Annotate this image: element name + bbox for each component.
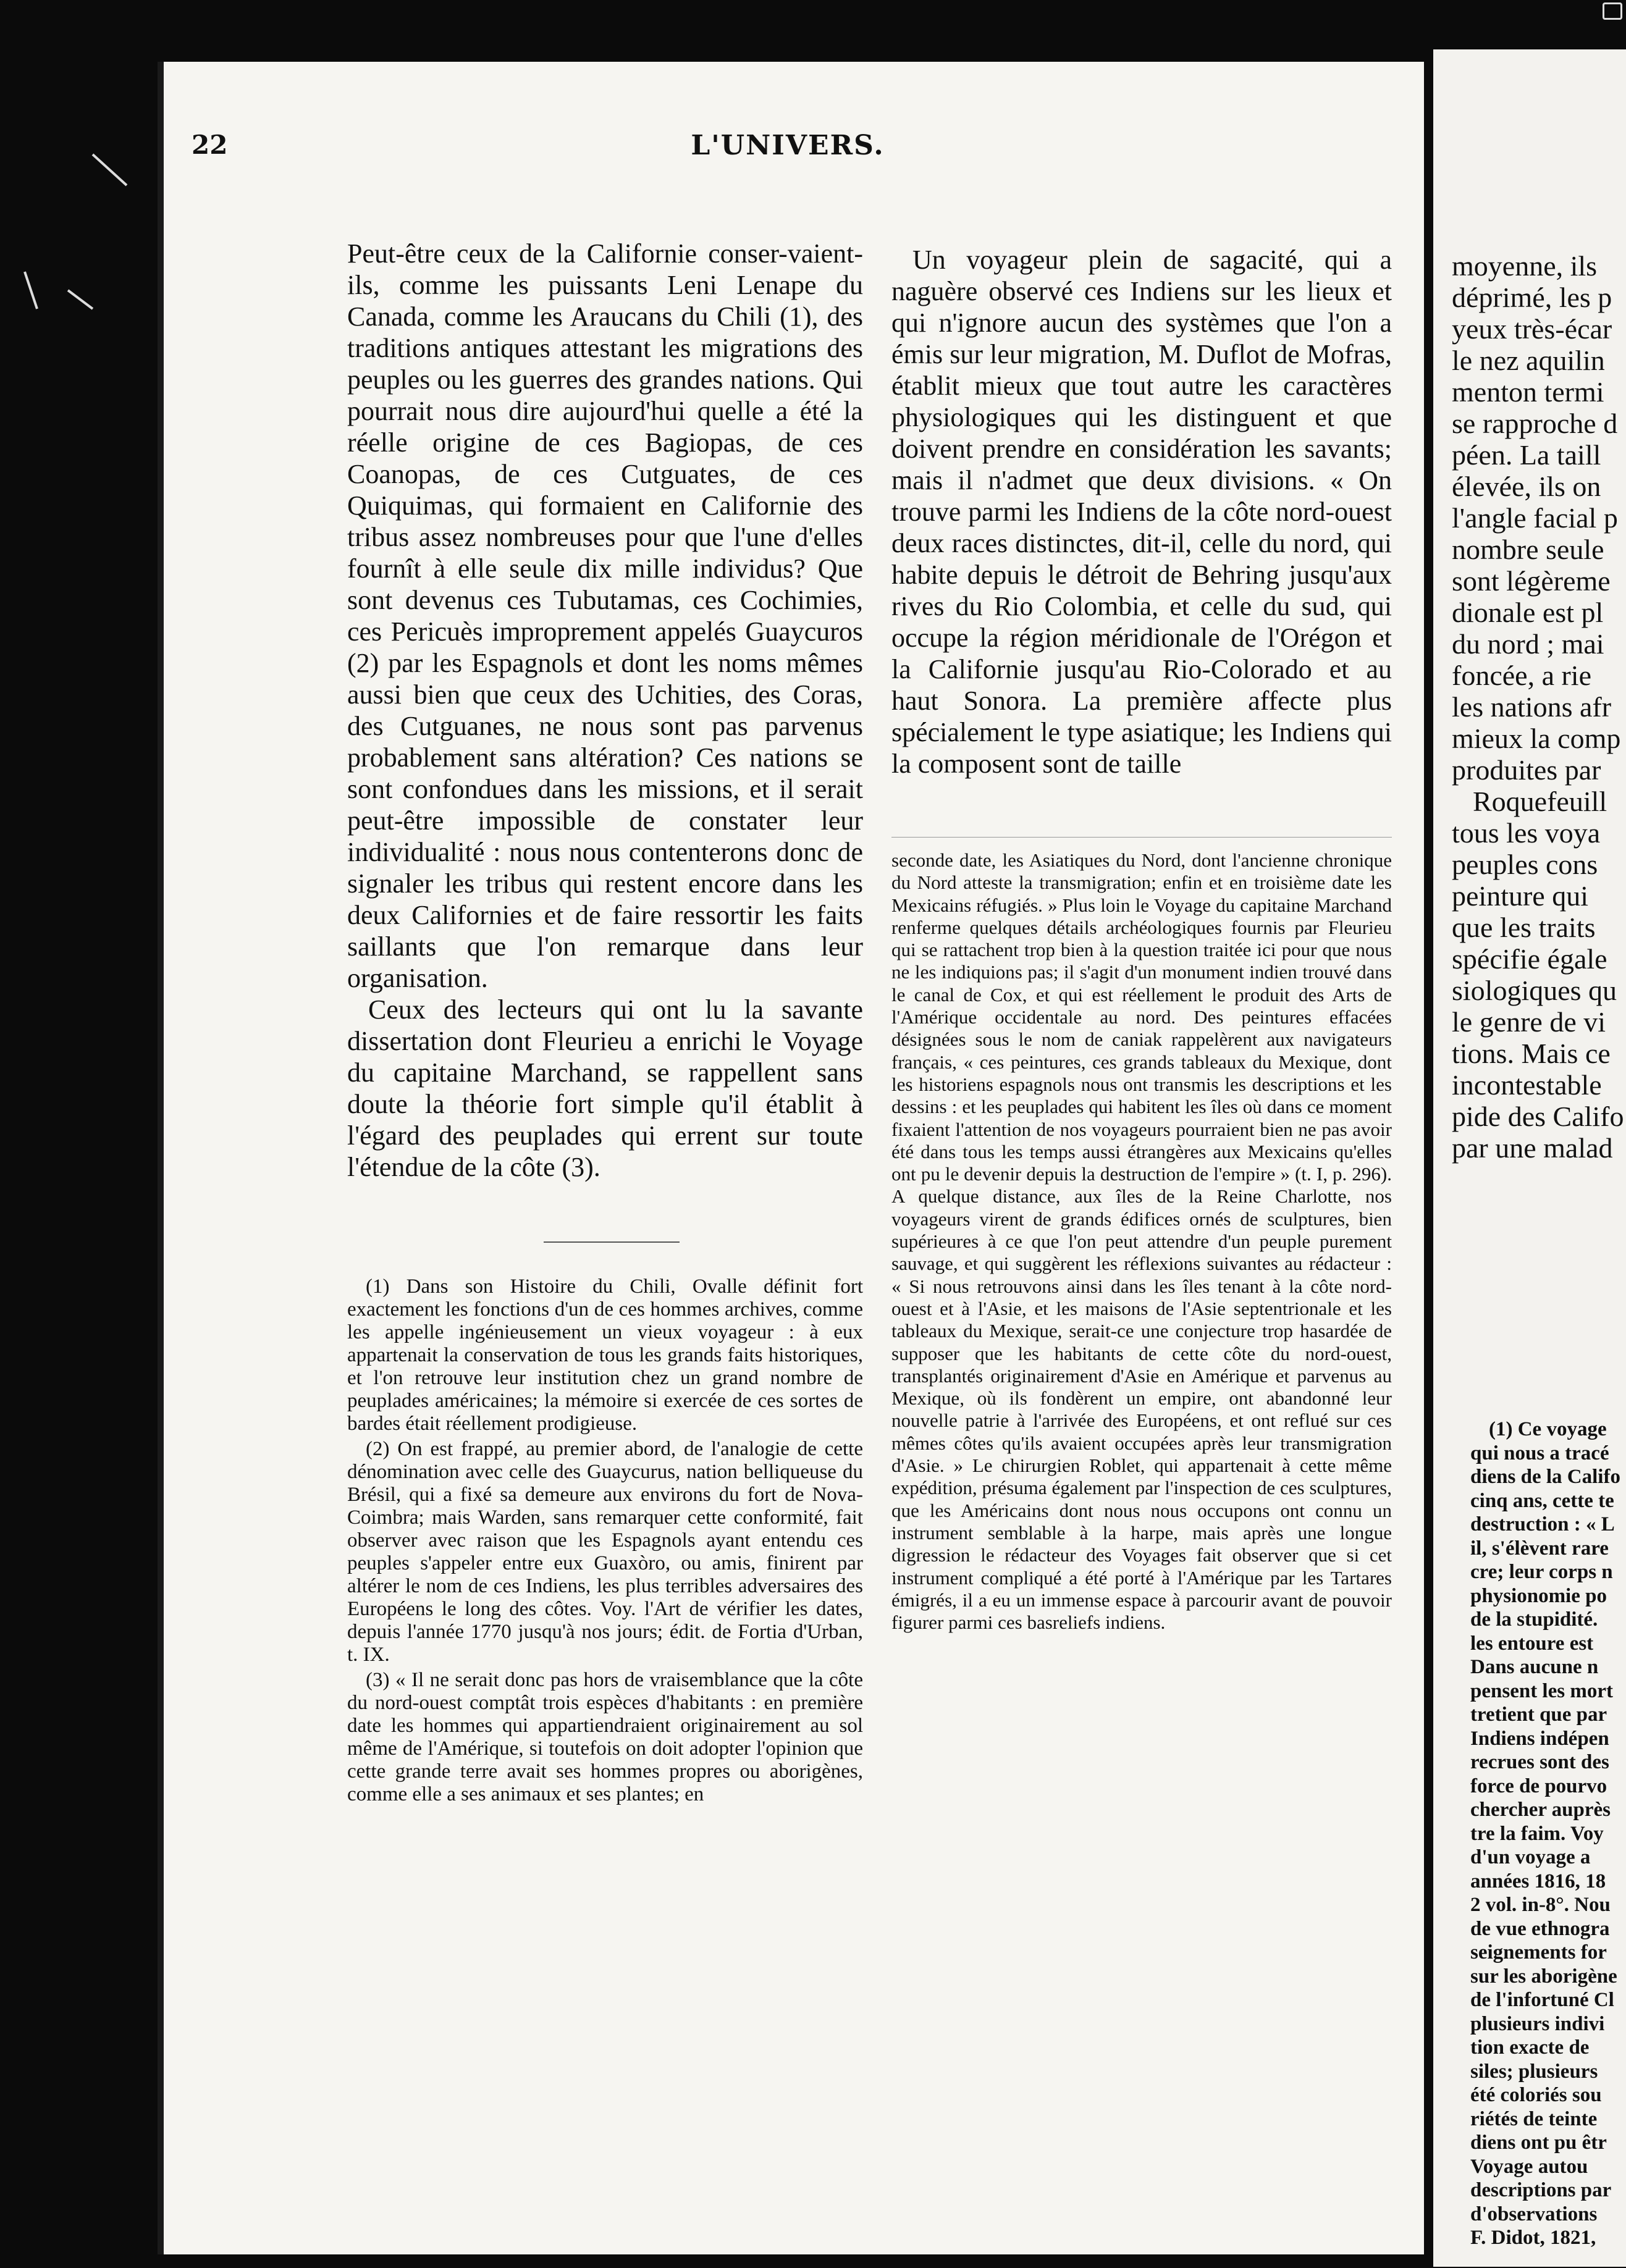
- text-line: destruction : « L: [1470, 1513, 1615, 1535]
- text-line: péen. La taill: [1452, 439, 1601, 471]
- text-line: spécifie égale: [1452, 943, 1607, 975]
- text-line: plusieurs indivi: [1470, 2012, 1605, 2035]
- text-line: tretient que par: [1470, 1703, 1607, 1726]
- page-header: [192, 130, 1384, 179]
- text-line: diens de la Califo: [1470, 1466, 1620, 1488]
- text-line: siologiques qu: [1452, 975, 1617, 1006]
- text-line: il, s'élèvent rare: [1470, 1537, 1609, 1560]
- text-line: peinture qui: [1452, 880, 1588, 912]
- paragraph: Peut-être ceux de la Californie conser-vaient-ils, comme les puissants Leni Lenape du Canada, comme les Araucans du Chili (1), des traditions antiques attestant les migrations des peuples ou les guerres des grandes nations. Qui pourrait nous dire aujourd'hui quelle a été la réelle origine de ces Bagiopas, de ces Coanopas, de ces Cutguates, de ces Quiquimas, qui formaient en Californie des tribus assez nombreuses pour que l'une d'elles fournît à elle seule dix mille individus? Que sont devenus ces Tubutamas, ces Cochimies, ces Pericuès improprement appelés Guaycuros (2) par les Espagnols et dont les noms mêmes aussi bien que ceux des Uchities, des Coras, des Cutguanes, ne nous sont pas parvenus probablement sans altération? Ces nations se sont confondues dans les missions, et il serait peut-être impossible de constater leur individualité : nous nous contenterons donc de signaler les tribus qui restent encore dans les deux Californies et de faire ressortir les faits saillants que l'on remarque dans leur organisation.: [347, 238, 863, 993]
- footnote: (1) Dans son Histoire du Chili, Ovalle définit fort exactement les fonctions d'un de ces hommes archives, comme les appelle ingénieusement un vieux voyageur : à eux appartenait la conservation de tous les grands faits historiques, et l'on retrouve leur institution chez un grand nombre de peuplades américaines; la mémoire si exercée de ces sortes de bardes était réellement prodigieuse.: [347, 1275, 863, 1435]
- paragraph: Ceux des lecteurs qui ont lu la savante dissertation dont Fleurieu a enrichi le Voyage du capitaine Marchand, se rappellent sans doute la théorie fort simple qu'il établit à l'égard des peuplades qui errent sur toute l'étendue de la côte (3).: [347, 994, 863, 1182]
- page-number: 22: [192, 130, 228, 160]
- text-line: sur les aborigène: [1470, 1965, 1617, 1988]
- text-line: élevée, ils on: [1452, 471, 1601, 502]
- text-line: de vue ethnogra: [1470, 1917, 1610, 1940]
- text-line: pensent les mort: [1470, 1679, 1613, 1702]
- text-line: qui nous a tracé: [1470, 1442, 1609, 1464]
- text-line: par une malad: [1452, 1132, 1613, 1164]
- text-line: été coloriés sou: [1470, 2084, 1602, 2106]
- right-footnotes: [891, 849, 1392, 1949]
- text-line: recrues sont des: [1470, 1751, 1609, 1773]
- text-line: cinq ans, cette te: [1470, 1489, 1614, 1512]
- text-line: pide des Califo: [1452, 1101, 1624, 1132]
- text-line: chercher auprès: [1470, 1799, 1611, 1821]
- text-line: diens ont pu êtr: [1470, 2132, 1607, 2154]
- text-line: du nord ; mai: [1452, 628, 1604, 660]
- text-line: force de pourvo: [1470, 1774, 1607, 1797]
- text-line: produites par: [1452, 754, 1601, 786]
- text-line: yeux très-écar: [1452, 313, 1612, 345]
- text-line: F. Didot, 1821,: [1470, 2227, 1596, 2249]
- text-line: de la stupidité.: [1470, 1608, 1598, 1631]
- footnote-rule: [544, 1241, 680, 1243]
- text-line: les entoure est: [1470, 1632, 1594, 1655]
- text-line: années 1816, 18: [1470, 1870, 1606, 1892]
- text-line: tous les voya: [1452, 817, 1601, 849]
- text-line: se rapproche d: [1452, 408, 1618, 439]
- scan-artifact: [1603, 2, 1622, 20]
- text-line: mieux la comp: [1452, 723, 1621, 754]
- left-column-text: [347, 238, 863, 1220]
- left-footnotes: [347, 1275, 863, 1942]
- text-line: Dans aucune n: [1470, 1656, 1599, 1678]
- text-line: les nations afr: [1452, 691, 1612, 723]
- paragraph: Un voyageur plein de sagacité, qui a naguère observé ces Indiens sur les lieux et qui n'ignore aucun des systèmes que l'on a émis sur leur migration, M. Duflot de Mofras, établit mieux que tout autre les caractères physiologiques qui les distinguent et que doivent prendre en considération les savants; mais il n'admet que deux divisions. « On trouve parmi les Indiens de la côte nord-ouest deux races distinctes, dit-il, celle du nord, qui habite depuis le détroit de Behring jusqu'aux rives du Rio Colombia, et celle du sud, qui occupe la région méridionale de l'Orégon et la Californie jusqu'au Rio-Colorado et au haut Sonora. La première affecte plus spécialement le type asiatique; les Indiens qui la composent sont de taille: [891, 245, 1392, 779]
- column-rule: [891, 837, 1392, 838]
- text-line: Indiens indépen: [1470, 1727, 1609, 1750]
- text-line: d'observations: [1470, 2203, 1598, 2225]
- facing-page: [1433, 49, 1626, 2267]
- text-line: cre; leur corps n: [1470, 1561, 1613, 1583]
- text-line: peuples cons: [1452, 849, 1598, 880]
- text-line: tion exacte de: [1470, 2036, 1590, 2059]
- text-line: riétés de teinte: [1470, 2107, 1598, 2130]
- text-line: (1) Ce voyage: [1489, 1418, 1607, 1440]
- right-column-text: [891, 244, 1392, 837]
- facing-page-footnotes: [1470, 1418, 1620, 2250]
- text-line: que les traits: [1452, 912, 1596, 943]
- text-line: le nez aquilin: [1452, 345, 1605, 376]
- text-line: seignements for: [1470, 1941, 1607, 1964]
- text-line: sont légèreme: [1452, 565, 1611, 597]
- text-line: physionomie po: [1470, 1584, 1607, 1607]
- running-title: L'UNIVERS.: [691, 130, 885, 161]
- text-line: Roquefeuill: [1473, 786, 1607, 817]
- text-line: déprimé, les p: [1452, 282, 1612, 313]
- text-line: l'angle facial p: [1452, 502, 1618, 534]
- text-line: dionale est pl: [1452, 597, 1604, 628]
- text-line: 2 vol. in-8°. Nou: [1470, 1894, 1611, 1916]
- footnote: (2) On est frappé, au premier abord, de l'analogie de cette dénomination avec celle des Guaycurus, nation belliqueuse du Brésil, qui a fixé sa demeure aux environs du fort de Nova-Coimbra; mais Warden, sans remarquer cette conformité, fait observer avec raison que les Espagnols ayant entendu ces peuples s'appeler entre eux Guaxòro, ou amis, finirent par altérer le nom de ces Indiens, les plus terribles adversaires des Européens le long des côtes. Voy. l'Art de vérifier les dates, depuis l'année 1770 jusqu'à nos jours; édit. de Fortia d'Urban, t. IX.: [347, 1438, 863, 1666]
- text-line: Voyage autou: [1470, 2155, 1588, 2178]
- text-line: tions. Mais ce: [1452, 1038, 1611, 1069]
- text-line: siles; plusieurs: [1470, 2060, 1598, 2083]
- text-line: descriptions par: [1470, 2179, 1612, 2201]
- text-line: incontestable: [1452, 1069, 1602, 1101]
- text-line: de l'infortuné Cl: [1470, 1989, 1614, 2011]
- scan-artifact: [0, 0, 161, 321]
- text-line: nombre seule: [1452, 534, 1604, 565]
- text-line: le genre de vi: [1452, 1006, 1606, 1038]
- text-line: moyenne, ils: [1452, 250, 1598, 282]
- footnote: seconde date, les Asiatiques du Nord, dont l'ancienne chronique du Nord atteste la transmigration; enfin et en troisième date les Mexicains réfugiés. » Plus loin le Voyage du capitaine Marchand renferme quelques détails archéologiques fournis par Fleurieu qui se rattachent trop bien à la question traitée ici pour que nous ne les indiquions pas; il s'agit d'un monument indien trouvé dans le canal de Cox, et qui est réellement le produit des Arts de l'Amérique occidentale au nord. Des peintures effacées désignées sous le nom de caniak rappelèrent aux navigateurs français, « ces peintures, ces grands tableaux du Mexique, dont les historiens espagnols nous ont transmis les descriptions et les dessins : et les peuplades qui habitent les îles où dans ce moment fixaient l'attention de nos voyageurs pourraient bien ne pas avoir été dans tous les temps aussi étrangères aux Mexicains qu'elles ont pu le devenir depuis la destruction de l'empire » (t. I, p. 296). A quelque distance, aux îles de la Reine Charlotte, nos voyageurs virent de grands édifices ornés de sculptures, bien supérieures à ce que l'on peut attendre d'un peuple purement sauvage, et qui suggèrent les réflexions suivantes au rédacteur : « Si nous retrouvons ainsi dans les îles tenant à la côte nord-ouest et à l'Asie, et les maisons de l'Asie septentrionale et les tableaux du Mexique, serait-ce une conjecture trop hasardée de supposer que les habitants de cette côte du nord-ouest, transplantés originairement d'Asie en Amérique et parvenus au Mexique, où ils fondèrent un empire, ont abandonné leur nouvelle patrie à l'arrivée des Européens, et ont reflué sur ces mêmes côtes qu'ils avaient occupées après leur transmigration d'Asie. » Le chirurgien Roblet, qui appartenait à cette même expédition, présuma également par l'inspection de ces sculptures, que les Américains dont nous nous occupons ont connu un instrument semblable à la harpe, mais après une longue digression le rédacteur des Voyages fait observer que si cet instrument compliqué a été porté à l'Amérique par les Tartares émigrés, il a eu un immense espace à parcourir avant de pouvoir figurer parmi ces basreliefs indiens.: [891, 849, 1392, 1634]
- text-line: d'un voyage a: [1470, 1846, 1591, 1868]
- footnote: (3) « Il ne serait donc pas hors de vraisemblance que la côte du nord-ouest comptât trois espèces d'habitants : en première date les hommes qui appartiendraient originairement au sol même de l'Amérique, si toutefois on doit adopter l'opinion que cette grande terre avait ses hommes propres ou aborigènes, comme elle a ses animaux et ses plantes; en: [347, 1669, 863, 1805]
- text-line: foncée, a rie: [1452, 660, 1592, 691]
- text-line: tre la faim. Voy: [1470, 1822, 1604, 1845]
- facing-page-text: [1452, 250, 1624, 1164]
- text-line: menton termi: [1452, 376, 1604, 408]
